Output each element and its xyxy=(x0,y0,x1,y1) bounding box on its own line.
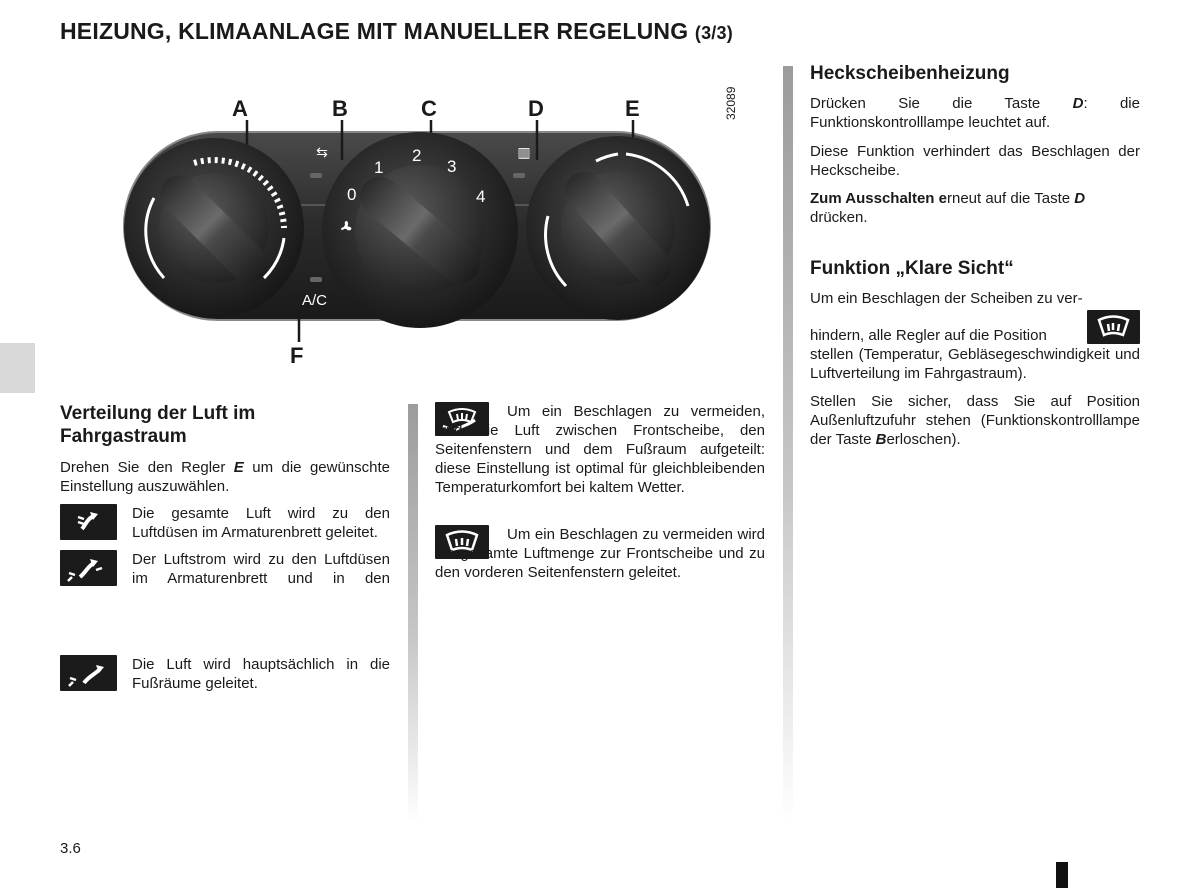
label-e: E xyxy=(625,96,640,121)
fan-level-0: 0 xyxy=(347,185,357,204)
page-title: HEIZUNG, KLIMAANLAGE MIT MANUELLER REGELUNG (3/3) xyxy=(60,18,733,44)
intro-paragraph: Drehen Sie den Regler E um die gewünschte Einstellung auszuwählen. xyxy=(60,459,390,495)
fan-level-2: 2 xyxy=(412,146,422,165)
fan-level-4: 4 xyxy=(476,187,486,206)
clear-view-rest: stellen (Temperatur, Gebläsegeschwindigkeit und Luftverteilung im Fahrgastraum). xyxy=(810,346,1140,382)
heading-clear-view: Funktion „Klare Sicht“ xyxy=(810,258,1014,279)
feet-icon xyxy=(60,655,117,691)
key-e: E xyxy=(233,459,244,476)
recirculation-button[interactable]: ⇆ xyxy=(316,144,328,160)
rear-heating-paragraph-3-tail: drücken. xyxy=(810,209,868,226)
clear-view-paragraph-2: Stellen Sie sicher, dass Sie auf Position Außenluftzufuhr stehen (Funktionskontrolllampe der Taste Berloschen). xyxy=(810,393,1140,448)
clear-view-line-1: Um ein Beschlagen der Scheiben zu ver- xyxy=(810,290,1083,307)
label-d: D xyxy=(528,96,544,121)
label-c: C xyxy=(421,96,437,121)
column-divider-right xyxy=(783,66,793,824)
rear-heating-paragraph-2: Diese Funktion verhindert das Beschlagen der Heckscheibe. xyxy=(810,143,1140,179)
page-title-part: (3/3) xyxy=(694,23,733,43)
control-panel-figure xyxy=(110,60,750,380)
rear-heating-paragraph-3 xyxy=(810,189,1140,227)
face-vents-icon xyxy=(60,504,117,540)
label-f: F xyxy=(290,343,304,368)
fan-level-3: 3 xyxy=(447,157,457,176)
heading-line-2: Fahrgastraum xyxy=(60,426,187,447)
page-number: 3.6 xyxy=(60,840,81,857)
face-and-feet-icon xyxy=(60,550,117,586)
fan-icon xyxy=(336,217,356,237)
mode-feet-text: Die Luft wird hauptsächlich in die Fußräume geleitet. xyxy=(132,656,390,692)
fan-level-1: 1 xyxy=(374,158,384,177)
mode-windscreen-text: Um ein Beschlagen zu vermeiden wird die gesamte Luftmenge zur Frontscheibe und zu den vorderen Seitenfenstern geleitet. xyxy=(435,526,765,581)
key-d-2: D xyxy=(1074,190,1086,207)
label-b: B xyxy=(332,96,348,121)
key-d: D xyxy=(1072,95,1084,112)
bold-text: Zum Ausschalten e xyxy=(810,190,947,207)
rear-heating-paragraph-3-middle: rneut auf die Taste xyxy=(946,190,1075,207)
heading-rear-window-heating: Heckscheibenheizung xyxy=(810,63,1010,84)
heading-line-1: Verteilung der Luft im xyxy=(60,403,256,424)
mode-face-feet-text xyxy=(132,550,390,588)
rear-heating-paragraph-1: Drücken Sie die Taste D: die Funktionskontrolllampe leuchtet auf. xyxy=(810,95,1140,131)
label-a: A xyxy=(232,96,248,121)
mode-face-feet-text-body: Der Luftstrom wird zu den Luftdüsen im Armaturenbrett und in den xyxy=(132,551,390,587)
ac-button[interactable]: A/C xyxy=(302,292,328,309)
clear-view-paragraph-2-tail: erloschen). xyxy=(886,431,961,448)
rear-demist-button[interactable]: ▥ xyxy=(517,144,531,160)
mode-feet-windscreen-text: Um ein Beschlagen zu vermeiden, wird die Luft zwischen Frontscheibe, den Seitenfenstern und dem Fußraum aufgeteilt: diese Einstellung ist optimal für gleichbleibenden Temperaturkomfort bei kaltem Wetter. xyxy=(435,403,765,496)
rear-heating-paragraph-1-tail: : die Funktionskontrolllampe leuchtet auf. xyxy=(810,95,1140,131)
clear-view-line-2: hindern, alle Regler auf die Position xyxy=(810,327,1047,344)
intro-paragraph-tail: um die gewünschte Einstellung auszuwählen. xyxy=(60,459,390,495)
page-edge-marker xyxy=(1056,862,1068,888)
figure-code: 32089 xyxy=(724,86,738,120)
section-tab xyxy=(0,343,35,393)
mode-face-text: Die gesamte Luft wird zu den Luftdüsen im Armaturenbrett geleitet. xyxy=(132,505,390,541)
key-b: B xyxy=(875,431,887,448)
clear-view-demist-icon xyxy=(1087,310,1140,344)
column-divider-middle xyxy=(408,404,418,824)
section-heading-air-distribution xyxy=(60,402,390,448)
